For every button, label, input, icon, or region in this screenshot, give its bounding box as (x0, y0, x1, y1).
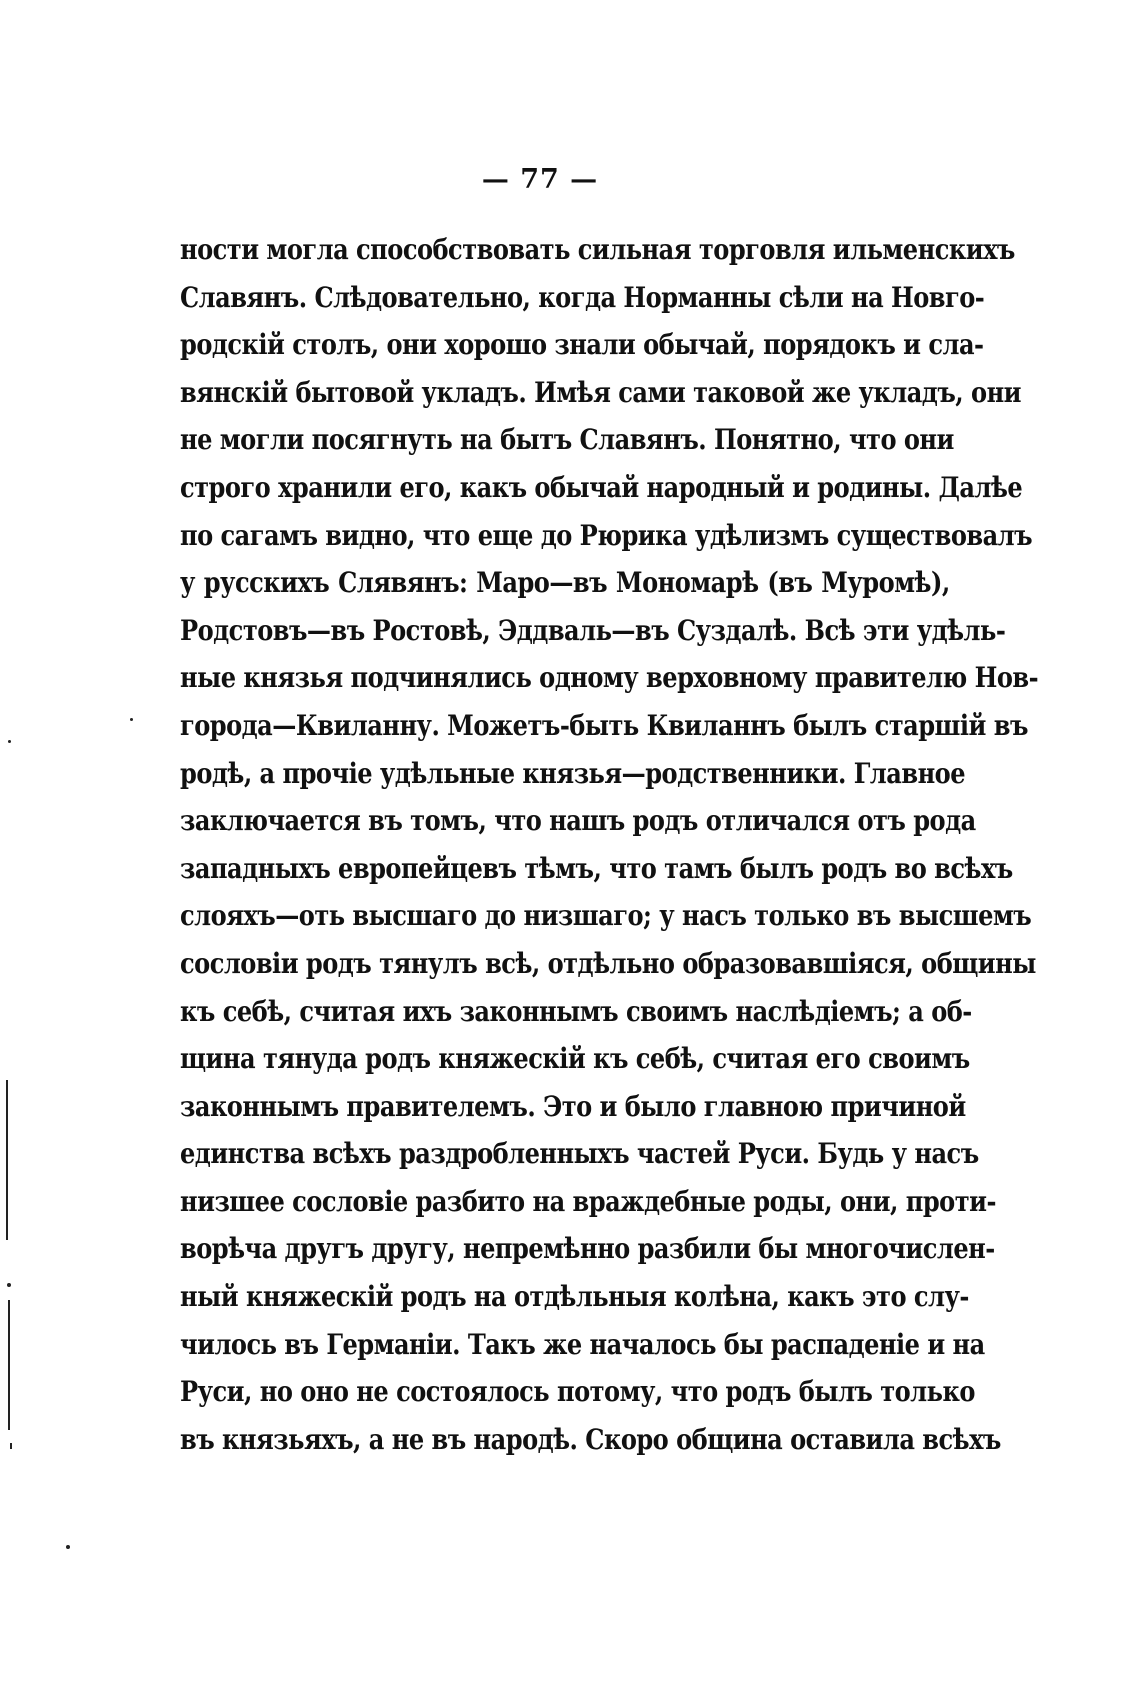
scan-speck (7, 1283, 11, 1287)
text-line: единства всѣхъ раздробленныхъ частей Руси. Будь у насъ (180, 1137, 979, 1171)
text-line: по сагамъ видно, что еще до Рюрика удѣлизмъ существовалъ (180, 518, 1033, 552)
scan-margin-mark (8, 1300, 10, 1430)
text-line: къ себѣ, считая ихъ законнымъ своимъ наслѣдіемъ; а об- (180, 994, 972, 1028)
text-line: строго хранили его, какъ обычай народный и родины. Далѣе (180, 470, 1023, 504)
text-line: заключается въ томъ, что нашъ родъ отличался отъ рода (180, 804, 976, 838)
text-line: низшее сословіе разбито на враждебные роды, они, проти- (180, 1184, 996, 1218)
text-line: законнымъ правителемъ. Это и было главною причиной (180, 1089, 966, 1123)
text-line: въ князьяхъ, а не въ народѣ. Скоро община оставила всѣхъ (180, 1422, 1001, 1456)
text-line: щина тянуда родъ княжескій къ себѣ, считая его своимъ (180, 1042, 970, 1076)
text-line: ности могла способствовать сильная торговля ильменскихъ (180, 233, 1015, 266)
text-line: родскій столъ, они хорошо знали обычай, порядокъ и сла- (180, 328, 984, 362)
text-line: не могли посягнуть на бытъ Славянъ. Понятно, что они (180, 423, 954, 457)
scan-speck (66, 1545, 70, 1549)
scan-speck (8, 740, 11, 743)
text-line: ные князья подчинялись одному верховному правителю Нов- (180, 661, 1039, 695)
text-line: чилось въ Германіи. Такъ же началось бы распаденіе и на (180, 1327, 985, 1361)
text-line: ворѣча другъ другу, непремѣнно разбили бы многочислен- (180, 1232, 995, 1266)
scan-speck (130, 718, 133, 721)
text-line: сословіи родъ тянулъ всѣ, отдѣльно образовавшіяся, общины (180, 946, 1036, 980)
scan-margin-mark (6, 1080, 8, 1240)
text-line: западныхъ европейцевъ тѣмъ, что тамъ былъ родъ во всѣхъ (180, 851, 1013, 885)
text-line: родѣ, а прочіе удѣльные князья—родственники. Главное (180, 756, 966, 790)
body-text (180, 226, 1039, 1463)
text-line: Родстовъ—въ Ростовѣ, Эддваль—въ Суздалѣ. Всѣ эти удѣль- (180, 613, 1006, 647)
text-line: Руси, но оно не состоялось потому, что родъ былъ только (180, 1375, 975, 1409)
text-line: города—Квиланну. Можетъ-быть Квиланнъ былъ старшій въ (180, 708, 1028, 742)
text-line: Славянъ. Слѣдовательно, когда Норманны сѣли на Новго- (180, 280, 985, 314)
page-number: — 77 — (481, 164, 599, 195)
text-line: ный княжескій родъ на отдѣльныя колѣна, какъ это слу- (180, 1280, 969, 1314)
text-line: вянскій бытовой укладъ. Имѣя сами таковой же укладъ, они (180, 375, 1022, 409)
text-line: слояхъ—оть высшаго до низшаго; у насъ только въ высшемъ (180, 899, 1032, 933)
text-line: у русскихъ Слявянъ: Маро—въ Мономарѣ (въ Муромѣ), (180, 566, 950, 600)
scan-speck (10, 1443, 12, 1449)
